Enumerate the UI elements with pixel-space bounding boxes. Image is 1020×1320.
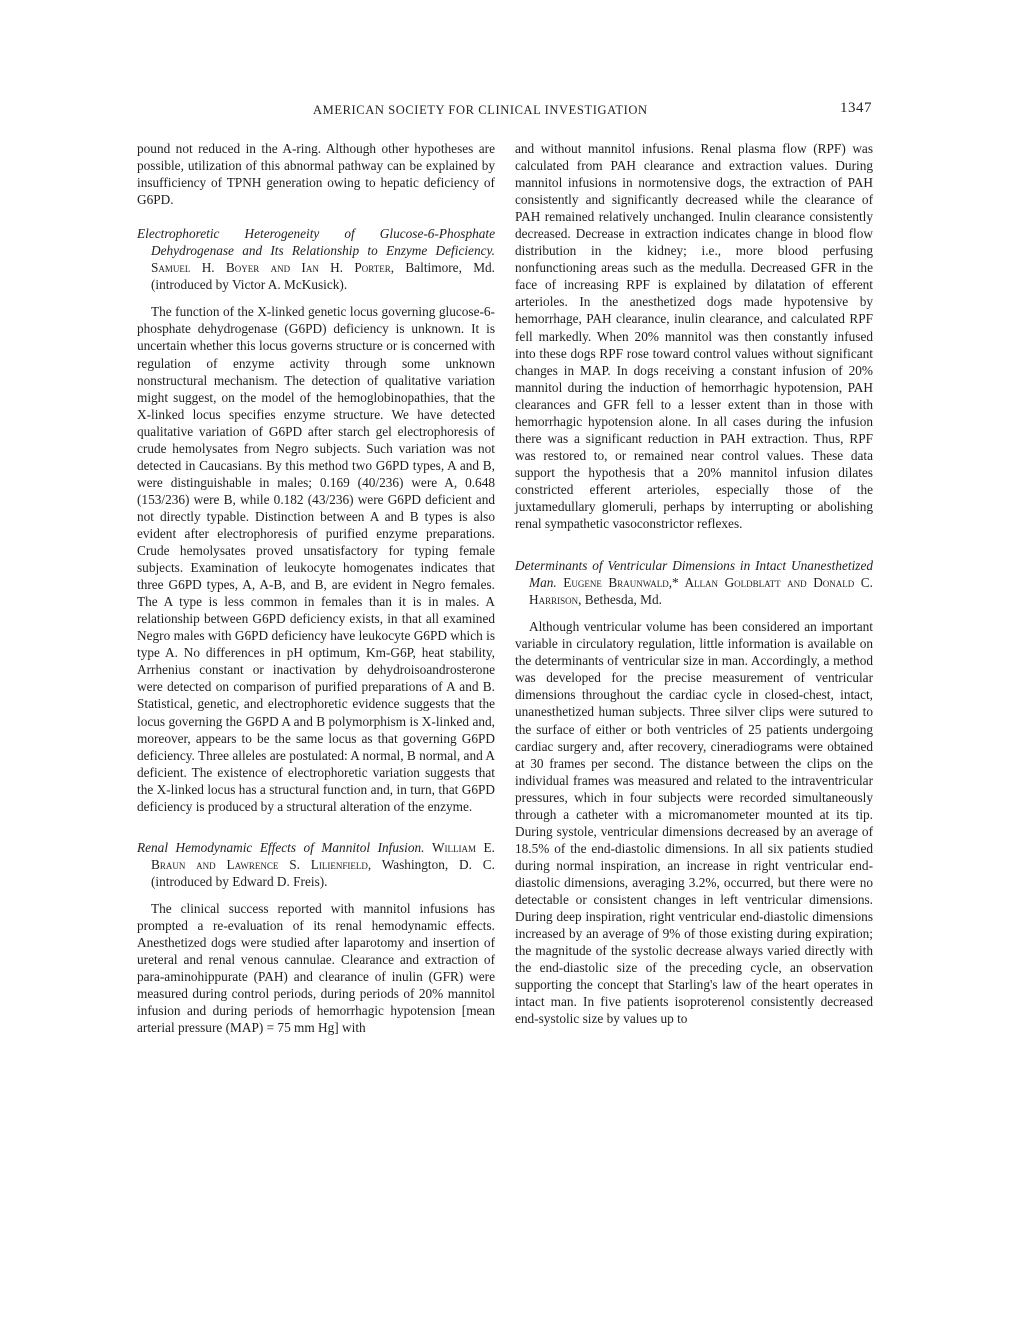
abstract-location: Bethesda, Md. <box>584 592 662 608</box>
abstract-authors: William E. Braun and Lawrence S. Lilienfield, <box>151 839 495 872</box>
abstract-body: The clinical success reported with mannitol infusions has prompted a re-evaluation of its renal hemodynamic effects. Anesthetized dogs were studied after laparotomy and insertion of ureteral and renal venous cannulae. Clearance and extraction of para-aminohippurate (PAH) and clearance of inulin (GFR) were measured during control periods, during periods of 20% mannitol infusion and during periods of hemorrhagic hypotension [mean arterial pressure (MAP) = 75 mm Hg] with <box>137 900 495 1036</box>
left-column <box>137 140 495 1036</box>
abstract-location: Washington, D. C. (introduced by Edward D. Freis). <box>151 856 495 889</box>
abstract-title: Determinants of Ventricular Dimensions in Intact Unanesthetized Man. <box>515 558 873 591</box>
abstract-authors: Eugene Braunwald,* Allan Goldblatt and Donald C. Harrison, <box>529 575 873 608</box>
continued-paragraph: and without mannitol infusions. Renal plasma flow (RPF) was calculated from PAH clearance and extraction values. During mannitol infusions in normotensive dogs, the extraction of PAH consistently and significantly decreased while the clearance of PAH remained relatively unchanged. Inulin clearance consistently decreased. Decrease in extraction indicates change in blood flow distribution in the kidney; i.e., more blood perfusing nonfunctioning areas such as the medulla. Decreased GFR in the face of increasing RPF is explained by dilatation of efferent arterioles. In the anesthetized dogs made hypotensive by hemorrhage, PAH clearance, inulin clearance, and calculated RPF fell markedly. When 20% mannitol was then constantly infused into these dogs RPF rose toward control values without significant changes in MAP. In dogs receiving a constant infusion of 20% mannitol during the induction of hemorrhagic hypotension, PAH clearances and GFR fell to a lesser extent than in those with hemorrhagic hypotension alone. In all cases during the infusion there was a significant reduction in PAH extraction. Thus, RPF was restored to, or remained near control values. These data support the hypothesis that a 20% mannitol infusion dilates constricted efferent arterioles, especially those of the juxtamedullary glomeruli, perhaps by interrupting or abolishing renal sympathetic vasoconstrictor reflexes. <box>515 141 873 532</box>
abstract-heading <box>137 225 495 293</box>
page-number: 1347 <box>840 100 872 116</box>
abstract-heading <box>137 839 495 890</box>
right-column <box>515 140 873 1027</box>
abstract-body: Although ventricular volume has been considered an important variable in circulatory regulation, little information is available on the determinants of ventricular size in man. Accordingly, a method was developed for the precise measurement of ventricular dimensions throughout the cardiac cycle in closed-chest, intact, unanesthetized human subjects. Three silver clips were sutured to the surface of either or both ventricles of 25 patients undergoing cardiac surgery and, after recovery, cineradiograms were obtained at 30 frames per second. The distance between the clips on the individual frames was measured and related to the intraventricular pressures, which in four subjects were recorded simultaneously through a catheter with a micromanometer mounted at its tip. During systole, ventricular dimensions decreased by an average of 18.5% of the end-diastolic dimensions. In all six patients studied during normal inspiration, an increase in right ventricular end-diastolic dimensions, averaging 3.2%, occurred, but there were no detectable or consistent changes in left ventricular dimensions. During deep inspiration, right ventricular end-diastolic dimensions increased by an average of 9% of those existing during expiration; the magnitude of the systolic decrease always varied directly with the end-diastolic size of the preceding cycle, an observation supporting the concept that Starling's law of the heart operates in intact man. In five patients isoproterenol consistently decreased end-systolic size by values up to <box>515 619 873 1027</box>
abstract-title: Renal Hemodynamic Effects of Mannitol Infusion. <box>137 839 425 855</box>
abstract-title: Electrophoretic Heterogeneity of Glucose-6-Phosphate Dehydrogenase and Its Relationship to Enzyme Deficiency. <box>137 226 495 259</box>
running-head: AMERICAN SOCIETY FOR CLINICAL INVESTIGATION <box>313 103 648 117</box>
abstract-body: The function of the X-linked genetic locus governing glucose-6-phosphate dehydrogenase (G6PD) deficiency is unknown. It is uncertain whether this locus governs structure or is concerned with regulation of enzyme activity through some unknown nonstructural mechanism. The detection of qualitative variation might suggest, on the model of the hemoglobinopathies, that the X-linked locus specifies enzyme structure. We have detected qualitative variation of G6PD after starch gel electrophoresis of crude hemolysates from Negro subjects. Such variation was not detected in Caucasians. By this method two G6PD types, A and B, were distinguishable in males; 0.169 (40/236) were A, 0.648 (153/236) were B, while 0.182 (43/236) were G6PD deficient and not directly typable. Distinction between A and B types is also evident after electrophoresis of purified enzyme preparations. Crude hemolysates proved unsatisfactory for typing female subjects. Examination of leukocyte homogenates indicates that three G6PD types, A, A-B, and B, are evident in Negro females. The A type is less common in females than it is in males. A relationship between G6PD deficiency exists, in that all examined Negro males with G6PD deficiency have leukocyte G6PD which is type A. No differences in pH optimum, Km-G6P, heat stability, Arrhenius constant or inactivation by dehydroisoandrosterone were detected on comparison of purified preparations of A and B. Statistical, genetic, and electrophoretic evidence suggests that the locus governing the G6PD A and B polymorphism is X-linked and, moreover, appears to be the same locus as that governing G6PD deficiency. Three alleles are postulated: A normal, B normal, and A deficient. The existence of electrophoretic variation suggests that the X-linked locus has a structural function and, in turn, that G6PD deficiency is produced by a structural alteration of the enzyme. <box>137 304 495 814</box>
abstract-heading <box>515 557 873 608</box>
abstract-authors: Samuel H. Boyer and Ian H. Porter, <box>151 260 395 276</box>
abstract-location: Baltimore, Md. (introduced by Victor A. McKusick). <box>151 260 495 293</box>
continued-paragraph: pound not reduced in the A-ring. Although other hypotheses are possible, utilization of this abnormal pathway can be explained by insufficiency of TPNH generation owing to hepatic deficiency of G6PD. <box>137 141 495 208</box>
